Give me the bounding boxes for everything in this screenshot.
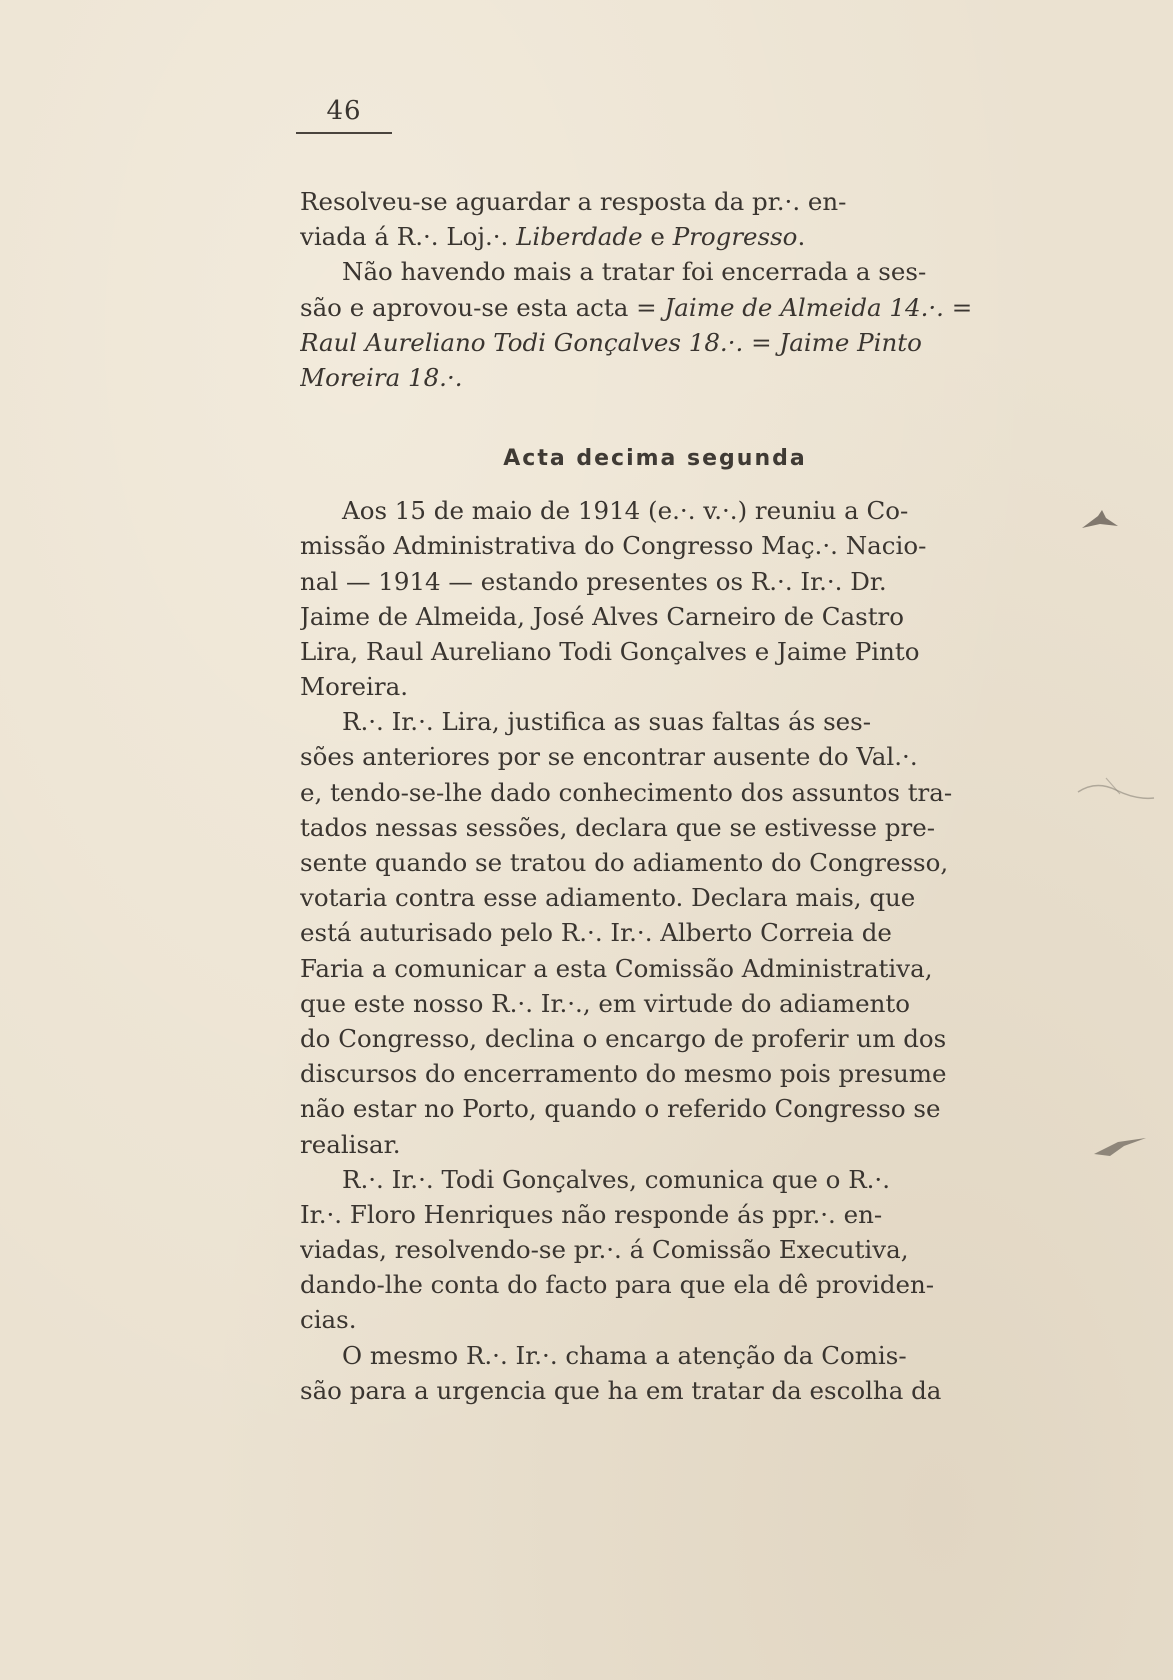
margin-ink-mark [1090,1130,1150,1160]
text-line: Lira, Raul Aureliano Todi Gonçalves e Jaime Pinto [300,636,920,666]
margin-ink-mark [1076,772,1156,812]
text-line: são para a urgencia que ha em tratar da escolha da [300,1375,942,1405]
text-line: Resolveu-se aguardar a resposta da pr.·. en- [300,187,847,216]
text-line: R.·. Ir.·. Lira, justifica as suas faltas ás ses- [342,707,872,737]
section-heading: Acta decima segunda [503,445,807,471]
text-line: viada á R.·. Loj.·. Liberdade e Progresso. [300,222,806,252]
text-line: são e aprovou-se esta acta = Jaime de Almeida 14.·. = [300,292,973,322]
text-line: Moreira. [300,672,408,702]
text-line: O mesmo R.·. Ir.·. chama a atenção da Comis- [342,1340,907,1370]
text-line: está auturisado pelo R.·. Ir.·. Alberto Correia de [300,918,892,948]
text-line: dando-lhe conta do facto para que ela dê providen- [300,1270,935,1300]
signature: Raul Aureliano Todi Gonçalves 18.·. = Jaime Pinto [300,327,922,357]
page-number: 46 [326,96,362,126]
text-line: viadas, resolvendo-se pr.·. á Comissão Executiva, [300,1235,909,1265]
text-line: nal — 1914 — estando presentes os R.·. Ir.·. Dr. [300,566,887,596]
page-number-rule [296,132,392,134]
lodge-name: Liberdade [516,222,643,252]
text-line: Aos 15 de maio de 1914 (e.·. v.·.) reuniu a Co- [342,496,909,526]
text-line: que este nosso R.·. Ir.·., em virtude do adiamento [300,988,910,1018]
text-line: não estar no Porto, quando o referido Congresso se [300,1094,941,1124]
lodge-name: Progresso [672,222,798,252]
text-line: discursos do encerramento do mesmo pois presume [300,1059,947,1089]
text-line: votaria contra esse adiamento. Declara mais, que [300,883,916,913]
text-line: do Congresso, declina o encargo de proferir um dos [300,1023,947,1053]
text-line: Não havendo mais a tratar foi encerrada a ses- [342,257,927,287]
text-line: missão Administrativa do Congresso Maç.·. Nacio- [300,531,927,561]
signature: Jaime de Almeida 14.·. = [664,292,973,322]
text-line: Jaime de Almeida, José Alves Carneiro de Castro [300,601,905,631]
text-line: e, tendo-se-lhe dado conhecimento dos assuntos tra- [300,777,953,807]
text-line: sente quando se tratou do adiamento do Congresso, [300,848,949,877]
text-line: Faria a comunicar a esta Comissão Administrativa, [300,953,933,983]
text-line: R.·. Ir.·. Todi Gonçalves, comunica que o R.·. [342,1164,891,1194]
text-line: cias. [300,1305,357,1335]
text-line: sões anteriores por se encontrar ausente do Val.·. [300,742,918,772]
text-line: tados nessas sessões, declara que se estivesse pre- [300,812,936,842]
margin-ink-mark [1078,506,1122,536]
page-text [300,184,1010,1408]
text-line: Ir.·. Floro Henriques não responde ás ppr.·. en- [300,1199,883,1229]
text-line: realisar. [300,1129,401,1159]
signature: Moreira 18.·. [300,362,463,392]
